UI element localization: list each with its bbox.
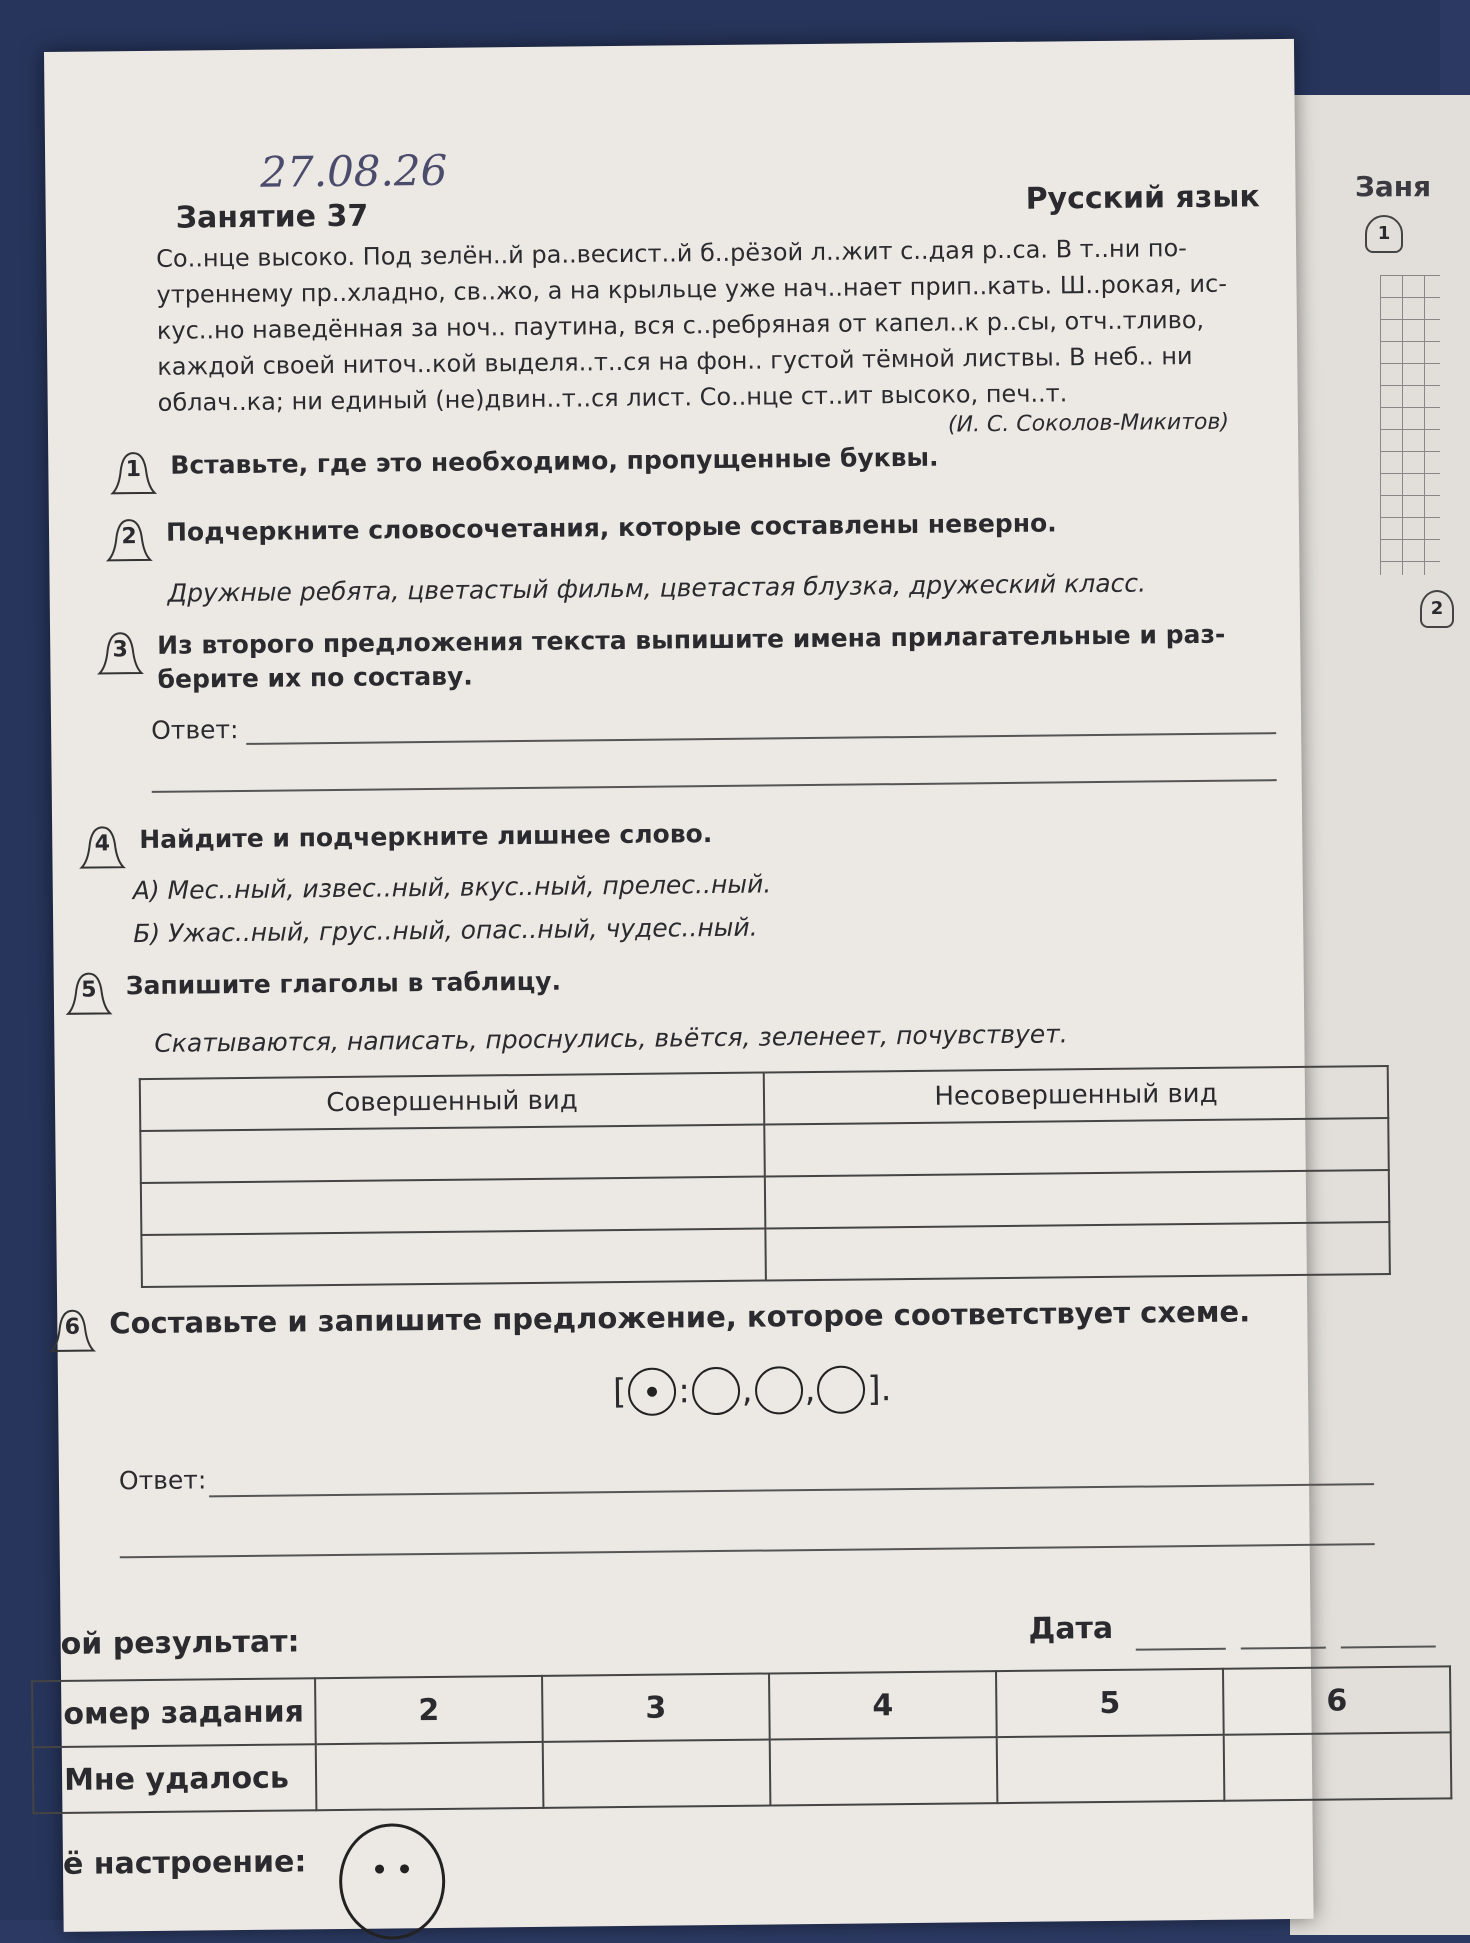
bell-icon: 1: [108, 449, 158, 498]
task-2-title: Подчеркните словосочетания, которые составлены неверно.: [165, 508, 1057, 547]
next-page-grid: [1380, 275, 1440, 575]
column-perfective: Совершенный вид: [140, 1073, 765, 1132]
date-day-line[interactable]: [1136, 1648, 1226, 1651]
task-6-answer-line-2[interactable]: [120, 1543, 1375, 1558]
results-table: [31, 1665, 1452, 1814]
task-4-title: Найдите и подчеркните лишнее слово.: [139, 819, 713, 855]
text-line: облач..ка; ни единый (не)двин..т..ся лист. Со..нце ст..ит высоко, печ..т.: [157, 379, 1068, 417]
worksheet-page: [44, 39, 1348, 1932]
date-label: Дата: [1028, 1610, 1114, 1647]
success-cell[interactable]: [770, 1737, 998, 1805]
table-cell[interactable]: [141, 1229, 766, 1288]
main-word-circle-icon: [628, 1367, 677, 1416]
task-4-line-a: А) Мес..ный, извес..ный, вкус..ный, прелес..ный.: [132, 869, 772, 906]
results-title: ой результат:: [60, 1624, 300, 1662]
task-3: [95, 618, 1226, 698]
scheme-comma: ,: [741, 1370, 753, 1411]
task-number-cell: 3: [542, 1673, 770, 1741]
task-3-answer-line-2[interactable]: [152, 779, 1277, 793]
task-number-cell: 4: [769, 1671, 997, 1739]
task-2-phrases: Дружные ребята, цветастый фильм, цветастая блузка, дружеский класс.: [167, 568, 1147, 608]
task-6-answer-label: Ответ:: [118, 1465, 207, 1496]
task-1: [108, 441, 939, 498]
next-page-task-bell: 1: [1365, 215, 1403, 253]
success-cell[interactable]: [316, 1742, 544, 1810]
text-line: кус..но наведённая за ноч.. паутина, вся с..ребряная от капел..к р..сы, отч..тливо,: [156, 305, 1205, 345]
task-number-cell: 5: [996, 1669, 1224, 1737]
task-3-title: Из второго предложения текста выпишите имена прилагательные и раз- берите их по составу.: [157, 619, 1226, 694]
success-cell[interactable]: [997, 1735, 1225, 1803]
task-6-title: Составьте и запишите предложение, которое соответствует схеме.: [109, 1294, 1251, 1341]
task-5-title: Запишите глаголы в таблицу.: [125, 966, 562, 1001]
table-row: [33, 1732, 1452, 1813]
task-3-answer-label: Ответ:: [150, 715, 239, 745]
bell-icon: 2: [104, 516, 154, 565]
success-cell[interactable]: [543, 1739, 771, 1807]
task-3-answer-line[interactable]: [246, 732, 1276, 745]
table-cell[interactable]: [141, 1177, 766, 1236]
scheme-bracket-close: ].: [867, 1369, 892, 1410]
mood-label: ё настроение:: [62, 1844, 307, 1882]
task-2: [104, 506, 1057, 564]
task-number-cell: 6: [1223, 1666, 1451, 1734]
task-5: [64, 965, 562, 1018]
bell-icon: 4: [77, 823, 127, 872]
homogeneous-member-circle-icon: [817, 1365, 866, 1414]
task-5-verbs: Скатываются, написать, проснулись, вьётся, зеленеет, почувствует.: [154, 1019, 1068, 1058]
verb-table: [139, 1065, 1391, 1288]
task-6-answer-line[interactable]: [209, 1483, 1374, 1497]
next-page-title: Заня: [1355, 170, 1432, 203]
homogeneous-member-circle-icon: [692, 1367, 741, 1416]
table-cell[interactable]: [765, 1222, 1390, 1281]
task-6: [47, 1294, 1250, 1355]
task-1-title: Вставьте, где это необходимо, пропущенные буквы.: [170, 442, 939, 480]
subject-title: Русский язык: [1025, 179, 1260, 217]
task-4: [77, 817, 712, 872]
homogeneous-member-circle-icon: [754, 1366, 803, 1415]
text-line: Со..нце высоко. Под зелён..й ра..весист..й б..рёзой л..жит с..дая р..са. В т..ни по-: [156, 234, 1188, 273]
mood-face-icon[interactable]: [339, 1823, 446, 1940]
text-author: (И. С. Соколов-Микитов): [947, 409, 1230, 438]
bell-icon: 5: [64, 969, 114, 1018]
scheme-colon: :: [678, 1371, 691, 1412]
table-cell[interactable]: [764, 1118, 1389, 1177]
bell-icon: 3: [95, 629, 145, 678]
next-page-task-bell-2: 2: [1420, 590, 1454, 628]
success-cell[interactable]: [1224, 1732, 1452, 1800]
sentence-scheme: [613, 1365, 892, 1416]
handwritten-date: 27.08.26: [260, 145, 448, 197]
row-label-success: Мне удалось: [33, 1744, 317, 1813]
task-4-line-b: Б) Ужас..ный, грус..ный, опас..ный, чудес..ный.: [133, 912, 758, 949]
row-label-task-number: омер задания: [32, 1678, 316, 1747]
lesson-title: Занятие 37: [175, 198, 369, 236]
bell-icon: 6: [47, 1307, 97, 1356]
scheme-comma: ,: [804, 1369, 816, 1411]
column-imperfective: Несовершенный вид: [764, 1066, 1389, 1125]
text-line: утреннему пр..хладно, св..жо, а на крыльце уже нач..нает прип..кать. Ш..рокая, ис-: [156, 269, 1228, 309]
table-cell[interactable]: [140, 1125, 765, 1184]
scheme-bracket-open: [: [612, 1371, 627, 1413]
task-number-cell: 2: [315, 1676, 543, 1744]
table-cell[interactable]: [765, 1170, 1390, 1229]
text-line: каждой своей ниточ..кой выделя..т..ся на фон.. густой тёмной листвы. В неб.. ни: [157, 341, 1193, 381]
dictation-text: [156, 229, 1283, 421]
